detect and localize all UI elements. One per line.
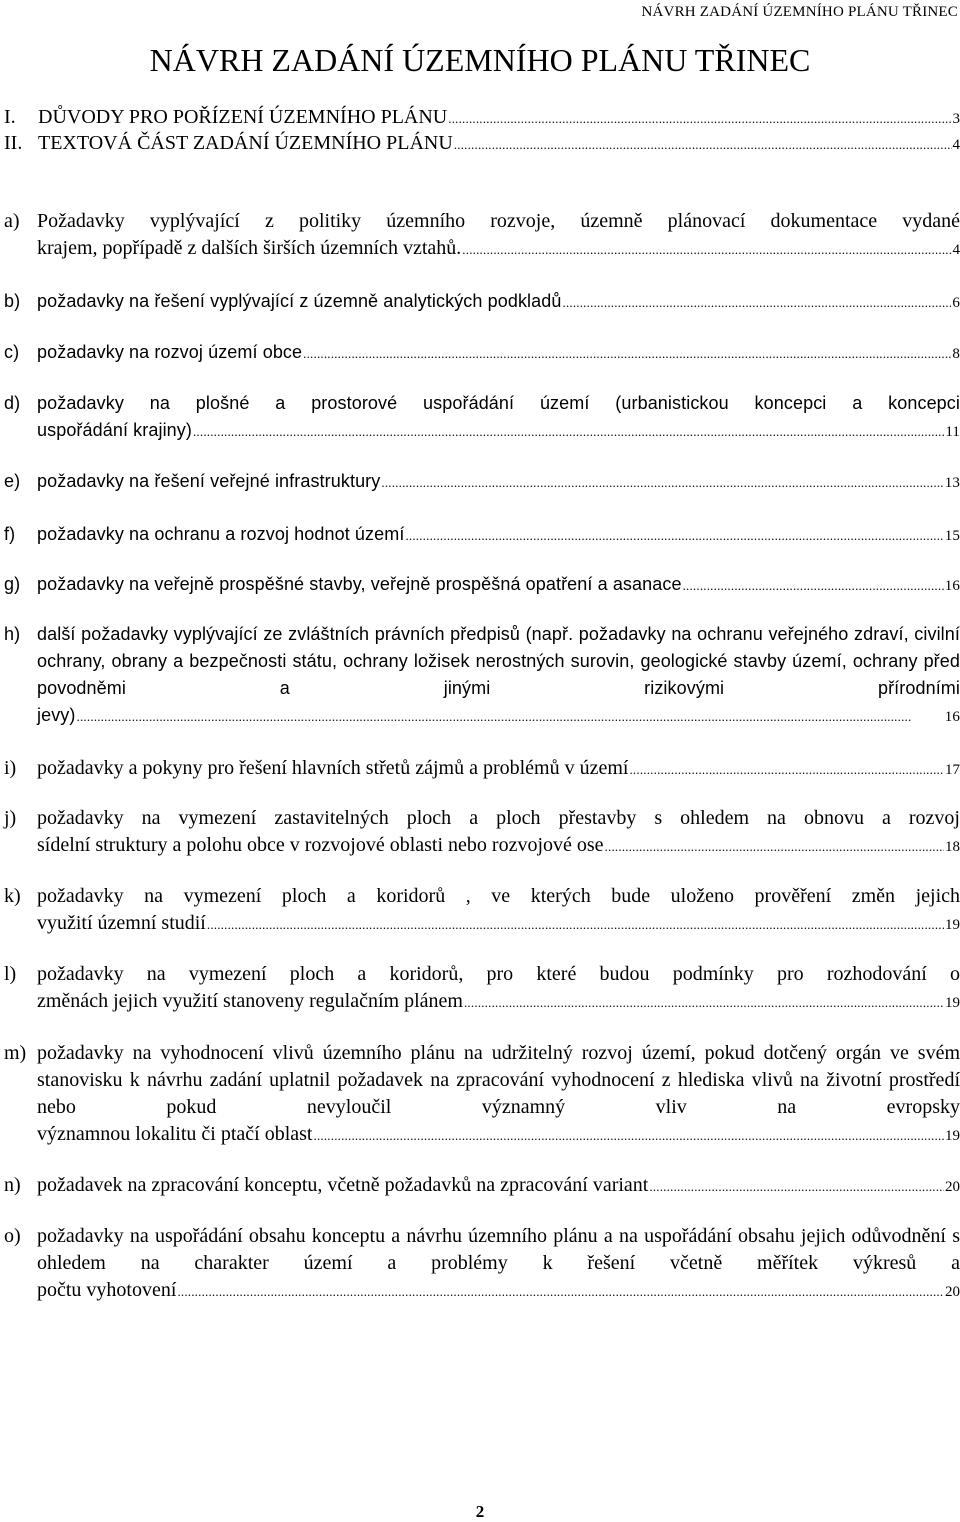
- toc-page-number: 16: [944, 578, 960, 594]
- toc-entry-d[interactable]: [4, 390, 960, 446]
- toc-first-lines: další požadavky vyplývající ze zvláštních právních předpisů (např. požadavky na ochranu veřejného zdraví, civilní ochrany, obrany a bezpečnosti státu, ochrany ložisek nerostných surovin, geologické stavby území, ochrany před povodněmi a jinými rizikovými přírodními: [37, 624, 960, 698]
- dot-leader: [448, 105, 951, 132]
- dot-leader: [405, 522, 943, 549]
- toc-first-lines: požadavky na plošné a prostorové uspořádání území (urbanistickou koncepci a koncepci: [37, 393, 960, 413]
- toc-first-lines: požadavky na vymezení ploch a koridorů , ve kterých bude uloženo prověření změn jejich: [37, 885, 960, 907]
- dot-leader: [193, 418, 944, 445]
- toc-page-number: 11: [945, 424, 960, 440]
- toc-mark: o): [4, 1225, 21, 1247]
- toc-first-lines: požadavky na uspořádání obsahu konceptu a návrhu územního plánu a na uspořádání obsahu jejich odůvodnění s ohledem na charakter území a problémy k řešení včetně měřítek výkresů a: [37, 1225, 960, 1274]
- toc-entry-g[interactable]: [4, 571, 960, 600]
- toc-first-lines: požadavky na vymezení ploch a koridorů, pro které budou podmínky pro rozhodování o: [37, 963, 960, 985]
- toc-page-number: 3: [952, 111, 960, 127]
- dot-leader: [605, 833, 944, 860]
- toc-entry-n[interactable]: [4, 1172, 960, 1201]
- toc-last-line: [37, 988, 960, 1017]
- toc-entry-text: požadavky na řešení veřejné infrastruktury: [37, 471, 381, 491]
- running-header: NÁVRH ZADÁNÍ ÚZEMNÍHO PLÁNU TŘINEC: [641, 4, 958, 20]
- dot-leader: [629, 756, 944, 783]
- document-title: NÁVRH ZADÁNÍ ÚZEMNÍHO PLÁNU TŘINEC: [149, 42, 811, 78]
- toc-page-number: 19: [945, 995, 960, 1011]
- toc-last-line: [38, 130, 960, 159]
- toc-last-line: [37, 1121, 960, 1150]
- dot-leader: [177, 1278, 944, 1305]
- toc-mark: h): [4, 624, 21, 644]
- toc-entry-m[interactable]: [4, 1040, 960, 1150]
- toc-mark: l): [4, 963, 17, 985]
- toc-entry-b[interactable]: [4, 288, 960, 317]
- toc-mark: i): [4, 757, 17, 779]
- toc-page-number: 18: [945, 839, 960, 855]
- toc-entry-text: požadavky a pokyny pro řešení hlavních střetů zájmů a problémů v území: [37, 757, 629, 779]
- dot-leader: [454, 131, 952, 158]
- toc-page-number: 19: [945, 1128, 960, 1144]
- toc-first-lines: požadavky na vymezení zastavitelných ploch a ploch přestavby s ohledem na obnovu a rozvoj: [37, 807, 960, 829]
- toc-page-number: 20: [945, 1284, 960, 1300]
- toc-mark: a): [4, 210, 20, 232]
- toc-entry-ii[interactable]: [4, 130, 960, 159]
- toc-page-number: 8: [952, 346, 960, 362]
- dot-leader: [683, 572, 944, 599]
- dot-leader: [77, 703, 944, 730]
- toc-last-line: [37, 339, 960, 368]
- toc-mark: f): [4, 524, 16, 544]
- toc-last-line: [37, 755, 960, 784]
- toc-entry-text: požadavky na ochranu a rozvoj hodnot území: [37, 524, 405, 544]
- toc-last-line: [37, 235, 960, 264]
- toc-last-line: [37, 1172, 960, 1201]
- toc-entry-o[interactable]: [4, 1223, 960, 1306]
- toc-mark: m): [4, 1042, 27, 1064]
- dot-leader: [562, 289, 951, 316]
- toc-mark: d): [4, 393, 21, 413]
- toc-entry-i-lower[interactable]: [4, 755, 960, 784]
- toc-entry-c[interactable]: [4, 339, 960, 368]
- page-number: 2: [475, 1502, 485, 1521]
- toc-entry-text: požadavky na veřejně prospěšné stavby, veřejně prospěšná opatření a asanace: [37, 574, 682, 594]
- toc-last-line: [37, 571, 960, 600]
- toc-mark: I.: [4, 106, 16, 128]
- toc-last-line: [37, 468, 960, 497]
- toc-mark: k): [4, 885, 21, 907]
- toc-entry-text: DŮVODY PRO POŘÍZENÍ ÚZEMNÍHO PLÁNU: [38, 106, 448, 128]
- toc-mark: n): [4, 1174, 21, 1196]
- toc-entry-k[interactable]: [4, 883, 960, 939]
- toc-first-lines: požadavky na vyhodnocení vlivů územního plánu na udržitelný rozvoj území, pokud dotčený orgán ve svém stanovisku k návrhu zadání uplatnil požadavek na zpracování vyhodnocení z hlediska vlivů na životní prostředí nebo pokud nevyloučil významný vliv na evropsky: [37, 1042, 960, 1118]
- toc-last-line: [37, 288, 960, 317]
- toc-entry-h[interactable]: [4, 621, 960, 731]
- toc-entry-text: sídelní struktury a polohu obce v rozvojové oblasti nebo rozvojové ose: [37, 834, 604, 856]
- toc-entry-text: krajem, popřípadě z dalších širších územních vztahů.: [37, 237, 462, 259]
- toc-entry-text: změnách jejich využití stanoveny regulačním plánem: [37, 990, 463, 1012]
- toc-entry-text: požadavky na rozvoj území obce: [37, 342, 303, 362]
- toc-entry-text: významnou lokalitu či ptačí oblast: [37, 1123, 313, 1145]
- dot-leader: [207, 911, 944, 938]
- dot-leader: [314, 1122, 945, 1149]
- toc-page-number: 13: [944, 475, 960, 491]
- toc-page-number: 17: [945, 762, 960, 778]
- toc-last-line: [37, 417, 960, 446]
- toc-entry-a[interactable]: [4, 208, 960, 264]
- toc-page-number: 20: [945, 1179, 960, 1195]
- toc-page-number: 15: [944, 528, 960, 544]
- toc-page-number: 19: [945, 917, 960, 933]
- toc-last-line: [37, 521, 960, 550]
- toc-first-lines: Požadavky vyplývající z politiky územního rozvoje, územně plánovací dokumentace vydané: [37, 210, 960, 232]
- toc-mark: b): [4, 291, 21, 311]
- toc-mark: e): [4, 471, 21, 491]
- toc-entry-text: uspořádání krajiny): [37, 420, 192, 440]
- toc-mark: II.: [4, 132, 23, 154]
- toc-entry-f[interactable]: [4, 521, 960, 550]
- toc-last-line: [37, 832, 960, 861]
- toc-mark: g): [4, 574, 21, 594]
- toc-last-line: [37, 702, 960, 731]
- toc-mark: c): [4, 342, 20, 362]
- dot-leader: [303, 340, 951, 367]
- dot-leader: [462, 236, 951, 263]
- toc-entry-text: požadavky na řešení vyplývající z územně analytických podkladů: [37, 291, 562, 311]
- toc-entry-text: počtu vyhotovení: [37, 1279, 177, 1301]
- toc-entry-l[interactable]: [4, 961, 960, 1017]
- dot-leader: [464, 989, 944, 1016]
- toc-mark: j): [4, 807, 17, 829]
- toc-last-line: [38, 104, 960, 133]
- toc-entry-i[interactable]: [4, 104, 960, 133]
- dot-leader: [649, 1173, 944, 1200]
- toc-entry-e[interactable]: [4, 468, 960, 497]
- toc-entry-text: jevy): [37, 705, 76, 725]
- toc-page-number: 6: [952, 295, 960, 311]
- toc-entry-text: TEXTOVÁ ČÁST ZADÁNÍ ÚZEMNÍHO PLÁNU: [38, 132, 453, 154]
- toc-last-line: [37, 1277, 960, 1306]
- toc-page-number: 4: [952, 137, 960, 153]
- toc-page-number: 4: [952, 242, 960, 258]
- toc-entry-text: požadavek na zpracování konceptu, včetně požadavků na zpracování variant: [37, 1174, 649, 1196]
- toc-last-line: [37, 910, 960, 939]
- toc-entry-j[interactable]: [4, 805, 960, 861]
- toc-entry-text: využití územní studií: [37, 912, 206, 934]
- dot-leader: [381, 469, 943, 496]
- toc-page-number: 16: [944, 709, 960, 725]
